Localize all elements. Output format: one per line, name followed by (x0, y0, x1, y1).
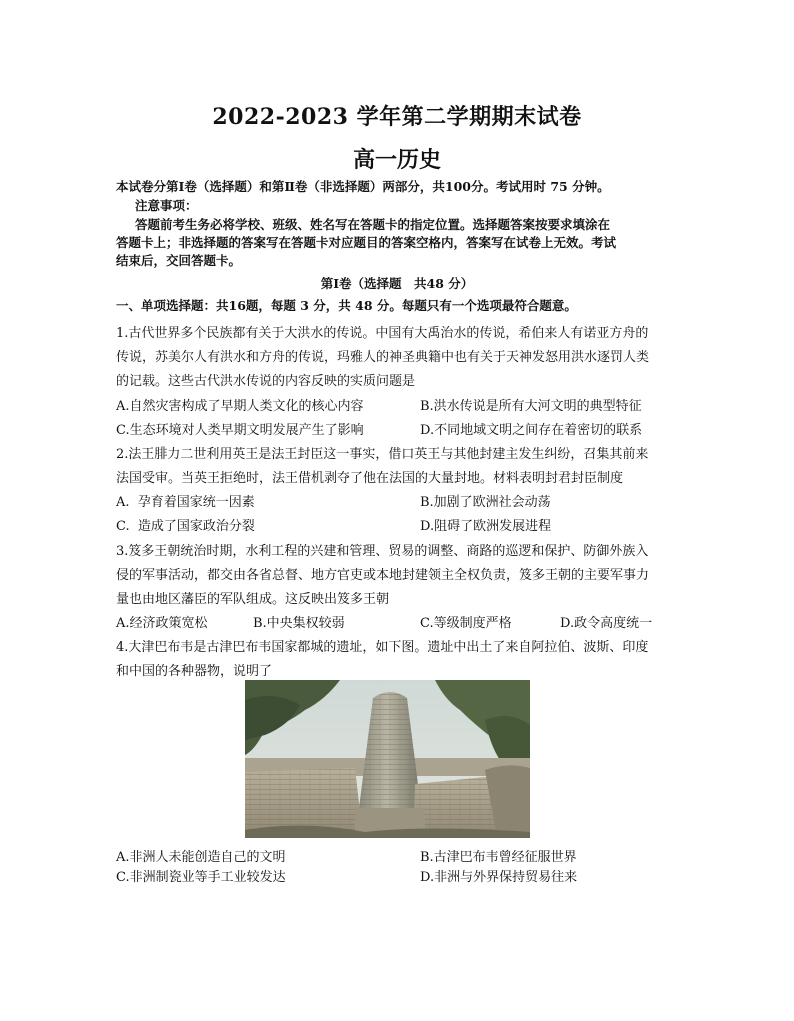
question-1-option-a: A.自然灾害构成了早期人类文化的核心内容 (116, 399, 364, 414)
section-heading: 一、单项选择题：共16题，每题 3 分，共 48 分。每题只有一个选项最符合题意。 (116, 298, 577, 313)
question-1-option-c: C.生态环境对人类早期文明发展产生了影响 (116, 423, 364, 438)
question-2-option-d: D.阻碍了欧洲发展进程 (420, 519, 552, 534)
question-3-line-2: 侵的军事活动，都交由各省总督、地方官吏或本地封建领主全权负责，笈多王朝的主要军事力 (116, 568, 650, 583)
section-title: 第Ⅰ卷（选择题 共48 分） (320, 276, 474, 291)
notice-line-3: 结束后，交回答题卡。 (116, 253, 242, 268)
question-2-option-c: C. 造成了国家政治分裂 (116, 519, 255, 534)
question-3-option-a: A.经济政策宽松 (116, 616, 208, 631)
question-1-line-2: 传说，苏美尔人有洪水和方舟的传说，玛雅人的神圣典籍中也有关于天神发怒用洪水逐罚人类 (116, 350, 650, 365)
question-1-option-b: B.洪水传说是所有大河文明的典型特征 (420, 399, 642, 414)
question-3-line-3: 量也由地区藩臣的军队组成。这反映出笈多王朝 (116, 592, 390, 607)
notice-label: 注意事项： (135, 198, 198, 213)
question-4-option-c: C.非洲制瓷业等手工业较发达 (116, 870, 286, 885)
instructions-intro: 本试卷分第Ⅰ卷（选择题）和第Ⅱ卷（非选择题）两部分，共100分。考试用时 75 分钟。 (116, 179, 610, 194)
question-2-line-1: 2.法王腓力二世利用英王是法王封臣这一事实，借口英王与其他封建主发生纠纷，召集其前来 (116, 447, 649, 462)
notice-line-2: 答题卡上；非选择题的答案写在答题卡对应题目的答案空格内，答案写在试卷上无效。考试 (116, 235, 617, 250)
question-1-line-3: 的记载。这些古代洪水传说的内容反映的实质问题是 (116, 374, 416, 389)
great-zimbabwe-photo (245, 680, 530, 838)
question-4-line-1: 4.大津巴布韦是古津巴布韦国家都城的遗址，如下图。遗址中出土了来自阿拉伯、波斯、印度 (116, 640, 649, 655)
question-2-option-a: A. 孕育着国家统一因素 (116, 495, 255, 510)
exam-subject: 高一历史 (352, 147, 441, 173)
question-1-option-d: D.不同地域文明之间存在着密切的联系 (420, 423, 643, 438)
notice-line-1: 答题前考生务必将学校、班级、姓名写在答题卡的指定位置。选择题答案按要求填涂在 (135, 217, 611, 232)
question-1-line-1: 1.古代世界多个民族都有关于大洪水的传说。中国有大禹治水的传说，希伯来人有诺亚方舟的 (116, 326, 649, 341)
question-3-option-c: C.等级制度严格 (420, 616, 512, 631)
question-3-option-b: B.中央集权较弱 (253, 616, 345, 631)
exam-title: 2022-2023 学年第二学期期末试卷 (212, 104, 582, 130)
question-4-line-2: 和中国的各种器物，说明了 (116, 664, 273, 679)
question-4-option-a: A.非洲人未能创造自己的文明 (116, 850, 286, 865)
question-3-option-d: D.政令高度统一 (560, 616, 653, 631)
question-2-option-b: B.加剧了欧洲社会动荡 (420, 495, 551, 510)
question-4-option-d: D.非洲与外界保持贸易往来 (420, 870, 578, 885)
question-3-line-1: 3.笈多王朝统治时期，水利工程的兴建和管理、贸易的调整、商路的巡逻和保护、防御外族入 (116, 544, 649, 559)
question-2-line-2: 法国受审。当英王拒绝时，法王借机剥夺了他在法国的大量封地。材料表明封君封臣制度 (116, 471, 624, 486)
question-4-option-b: B.古津巴布韦曾经征服世界 (420, 850, 577, 865)
